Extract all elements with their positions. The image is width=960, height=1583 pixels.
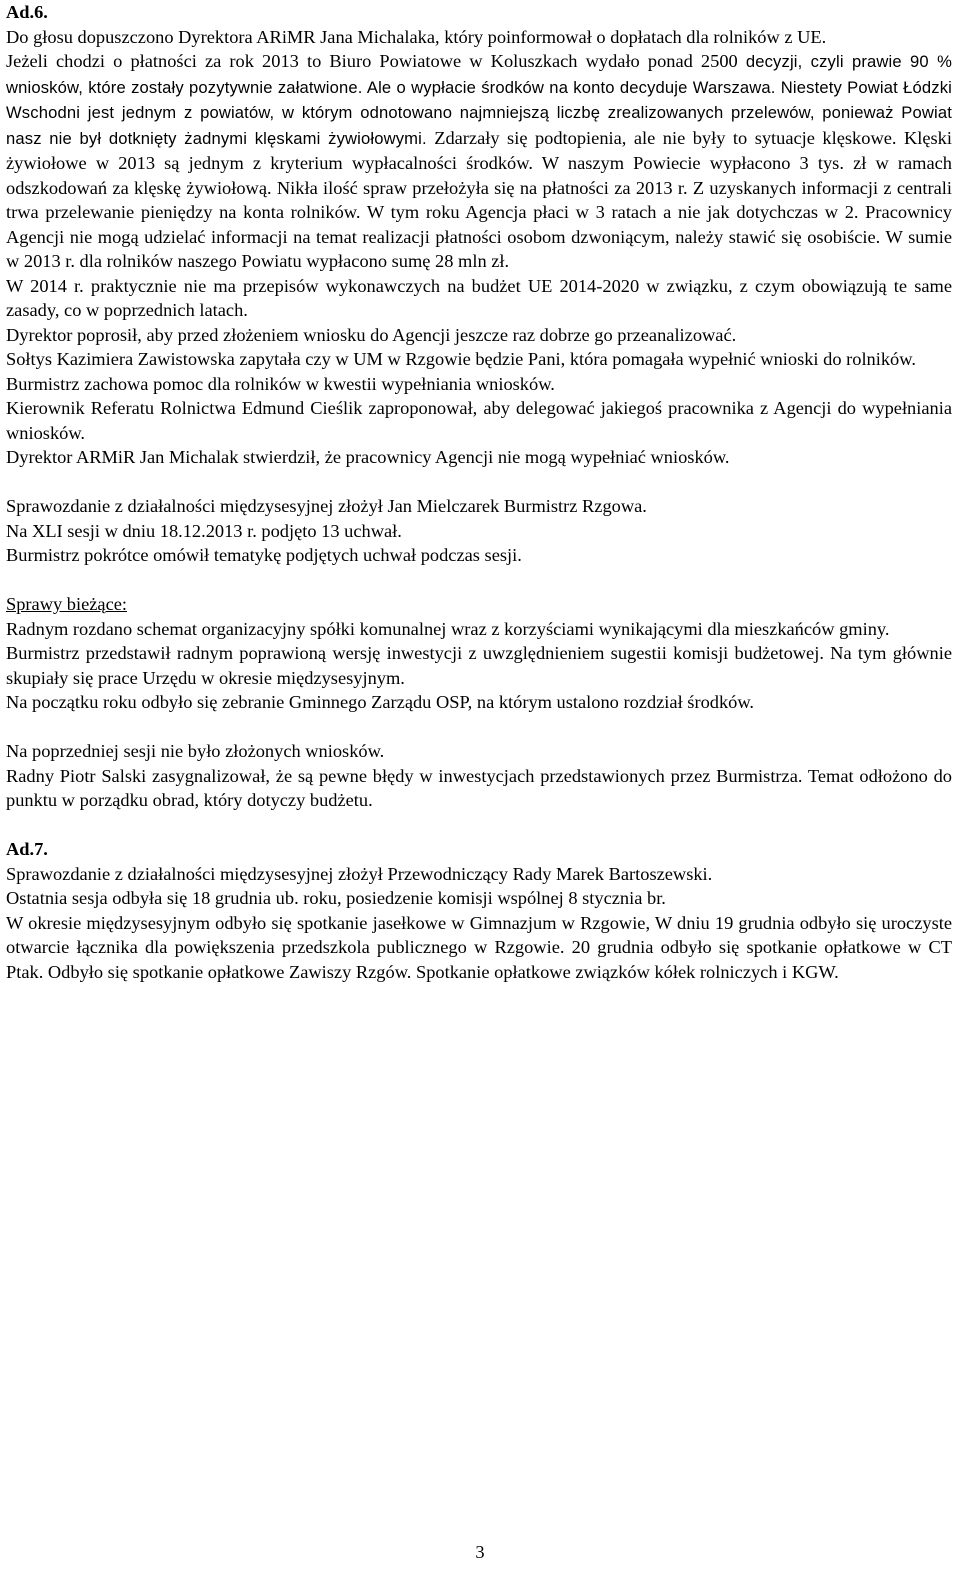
spacer [6,813,952,838]
paragraph: Radny Piotr Salski zasygnalizował, że są pewne błędy w inwestycjach przedstawionych przez Burmistrza. Temat odłożono do punktu w porządku obrad, który dotyczy budżetu. [6,765,952,810]
section-heading-ad7: Ad.7. [6,839,48,859]
paragraph: Kierownik Referatu Rolnictwa Edmund Cieślik zaproponował, aby delegować jakiegoś pracownika z Agencji do wypełniania wniosków. [6,398,952,443]
spacer [6,568,952,593]
section-heading-sprawy: Sprawy bieżące: [6,594,128,614]
paragraph-text-sans: decyzji, czyli prawie 90 % wniosków, które zostały pozytywnie załatwione. Ale o wypłacie środków na konto decyduje Warszawa. Niestety Powiat Łódzki Wschodni jest jednym z powiatów, w którym odnotowano najmniejszą liczbę zrealizowanych przelewów, ponieważ Powiat nasz nie był dotknięty żadnymi klęskami żywiołowymi. [6,52,952,148]
paragraph-text: Jeżeli chodzi o płatności za rok 2013 to Biuro Powiatowe w Koluszkach wydało ponad 2500 [6,51,738,71]
paragraph: Radnym rozdano schemat organizacyjny spółki komunalnej wraz z korzyściami wynikającymi dla mieszkańców gminy. [6,618,890,639]
spacer [6,715,952,740]
paragraph: Burmistrz pokrótce omówił tematykę podjętych uchwał podczas sesji. [6,545,522,565]
paragraph-payments [6,49,952,274]
paragraph: Do głosu dopuszczono Dyrektora ARiMR Jana Michalaka, który poinformował o dopłatach dla rolników z UE. [6,26,827,47]
page-number: 3 [475,1542,485,1562]
paragraph-text: Zdarzały się podtopienia, ale nie były to sytuacje klęskowe. Klęski żywiołowe w 2013 są jednym z kryterium wypłacalności środków. W naszym Powiecie wypłacono 3 tys. zł w ramach odszkodowań za klęskę żywiołową. Nikła ilość spraw przełożyła się na płatności za 2013 r. Z uzyskanych informacji z centrali trwa przelewanie pieniędzy na konta rolników. W tym roku Agencja płaci w 3 ratach a nie jak dotychczas w 2. Pracownicy Agencji nie mogą udzielać informacji na temat realizacji płatności osobom dzwoniącym, należy stawić się osobiście. W sumie w 2013 r. dla rolników naszego Powiatu wypłacono sumę 28 mln zł. [6,127,952,271]
paragraph: Ostatnia sesja odbyła się 18 grudnia ub. roku, posiedzenie komisji wspólnej 8 stycznia br. [6,888,666,908]
section-heading-ad6: Ad.6. [6,2,48,22]
paragraph: Na początku roku odbyło się zebranie Gminnego Zarządu OSP, na którym ustalono rozdział środków. [6,692,755,712]
paragraph: Sprawozdanie z działalności międzysesyjnej złożył Jan Mielczarek Burmistrz Rzgowa. [6,496,647,516]
paragraph: W 2014 r. praktycznie nie ma przepisów wykonawczych na budżet UE 2014-2020 w związku, z czym obowiązują te same zasady, co w poprzednich latach. [6,275,952,320]
paragraph: Sprawozdanie z działalności międzysesyjnej złożył Przewodniczący Rady Marek Bartoszewski. [6,863,713,884]
paragraph: Burmistrz zachowa pomoc dla rolników w kwestii wypełniania wniosków. [6,373,555,394]
paragraph: Na poprzedniej sesji nie było złożonych wniosków. [6,741,385,761]
paragraph: Na XLI sesji w dniu 18.12.2013 r. podjęto 13 uchwał. [6,520,402,541]
spacer [6,470,952,495]
paragraph: Burmistrz przedstawił radnym poprawioną wersję inwestycji z uwzględnieniem sugestii komisji budżetowej. Na tym głównie skupiały się prace Urzędu w okresie międzysesyjnym. [6,643,952,688]
paragraph: Dyrektor ARMiR Jan Michalak stwierdził, że pracownicy Agencji nie mogą wypełniać wniosków. [6,447,730,467]
paragraph: Sołtys Kazimiera Zawistowska zapytała czy w UM w Rzgowie będzie Pani, która pomagała wypełnić wnioski do rolników. [6,349,916,369]
paragraph: W okresie międzysesyjnym odbyło się spotkanie jasełkowe w Gimnazjum w Rzgowie, W dniu 19 grudnia odbyło się uroczyste otwarcie łącznika dla powiększenia przedszkola publicznego w Rzgowie. 20 grudnia odbyło się spotkanie opłatkowe w CT Ptak. Odbyło się spotkanie opłatkowe Zawiszy Rzgów. Spotkanie opłatkowe związków kółek rolniczych i KGW. [6,912,952,982]
paragraph: Dyrektor poprosił, aby przed złożeniem wniosku do Agencji jeszcze raz dobrze go przeanalizować. [6,324,737,345]
